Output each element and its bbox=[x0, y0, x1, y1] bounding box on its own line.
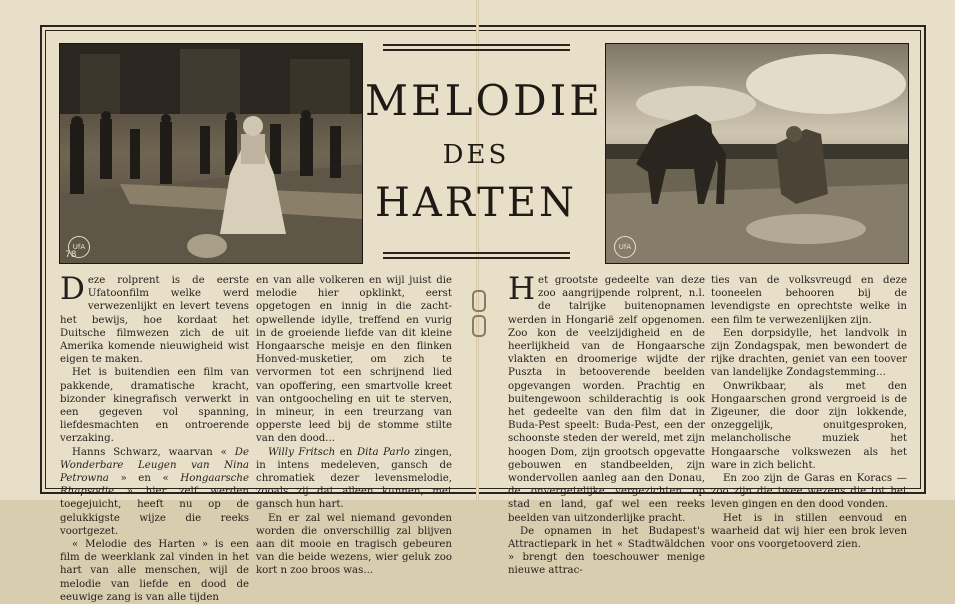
title-harten: HARTEN bbox=[374, 180, 578, 226]
staple-bottom bbox=[472, 315, 486, 337]
paragraph: ties van de volksvreugd en deze tooneelen behooren bij de levendigste en oprechtste welke in een film te verwezenlijken zijn. bbox=[711, 275, 907, 326]
paragraph: en van alle volkeren en wijl juist die melodie hier opklinkt, eerst opgetogen en innig in die zacht-opwellende idylle, treffend en vurig in de groeiende liefde van dit kleine Hongaarsche meisje en den flinken Honved-musketier, om zich te vervormen tot een schrijnend lied van opoffering, een smartvolle kreet van ontgoocheling en uit te sterven, in mineur, in een treurzang van opperste leed bij de stomme stilte van den dood... bbox=[256, 275, 452, 445]
paragraph: En er zal wel niemand gevonden worden die onverschillig zal blijven aan dit mooie en tragisch gebeuren van die beide wezens, wier geluk zoo kort n zoo broos was... bbox=[256, 512, 452, 577]
text-column-1 bbox=[60, 271, 249, 604]
drop-cap: H bbox=[508, 271, 536, 307]
paragraph: Onwrikbaar, als met den Hongaarschen grond vergroeid is de Zigeuner, die door zijn lokkende, onzeggelijk, onuitgesproken, melancholische muziek het Hongaarsche volkswezen als het ware in zich belicht. bbox=[711, 380, 907, 471]
paragraph: De opnamen in het Budapest's Attractiepark in het « Stadtwäldchen » brengt den toeschouwer menige nieuwe attrac- bbox=[508, 525, 705, 577]
title-des: DES bbox=[442, 140, 510, 170]
paragraph: Het is in stillen eenvoud en waarheid dat wij hier een brok leven voor ons voorgetooverd zien. bbox=[711, 512, 907, 551]
text-column-2 bbox=[256, 274, 452, 578]
paragraph: En zoo zijn de Garas en Koracs — zoo zijn die twee wezens die tot het leven gingen en den dood vonden. bbox=[711, 473, 907, 511]
paragraph: Deze rolprent is de eerste Ufatoonfilm welke werd verwezenlijkt en levert tevens het bewijs, hoe kordaat het Duitsche filmwezen zich de uit Amerika komende nieuwigheid wist eigen te maken. bbox=[60, 271, 249, 366]
title-rule-bottom bbox=[383, 252, 570, 254]
booklet-spine bbox=[476, 0, 479, 500]
title-rule-bottom-inner bbox=[383, 257, 570, 259]
title-rule-top bbox=[383, 44, 570, 46]
photo-horse-field bbox=[605, 43, 909, 264]
paragraph: Het is buitendien een film van pakkende, dramatische kracht, bizonder kinegrafisch verwerkt in een gegeven vol spanning, liefdesmachten en ontroerende verzaking. bbox=[60, 367, 249, 445]
paragraph: Een dorpsidylle, het landvolk in zijn Zondagspak, men bewondert de rijke drachten, geniet van een toover van landelijke Zondagstemming... bbox=[711, 327, 907, 379]
paragraph: Hanns Schwarz, waarvan « De Wonderbare Leugen van Nina Petrowna » en « Hongaarsche Rhapsodie » hier zelf werden toegejuicht, heeft nu op de gelukkigste wijze die reeks voortgezet. bbox=[60, 446, 249, 537]
text-column-3 bbox=[508, 271, 705, 578]
horse-field-image bbox=[606, 44, 908, 263]
ufa-logo-icon: UfA bbox=[68, 236, 90, 258]
staple-top bbox=[472, 290, 486, 312]
ufa-logo-icon: UfA bbox=[614, 236, 636, 258]
text-column-4 bbox=[711, 274, 907, 551]
plate-number: 78 bbox=[65, 250, 77, 260]
paragraph: Willy Fritsch en Dita Parlo zingen, in intens medeleven, gansch de chromatiek dezer levensmelodie, zooals zij dat alleen kunnen, met gansch hun hart. bbox=[256, 446, 452, 511]
photo-street-scene bbox=[59, 43, 363, 264]
title-melodie: MELODIE bbox=[365, 76, 603, 125]
street-scene-image bbox=[60, 44, 362, 263]
paragraph: « Melodie des Harten » is een film de weerklank zal vinden in het hart van alle menschen, wijl de melodie van liefde en dood de eeuwige zang is van alle tijden bbox=[60, 539, 249, 603]
drop-cap: D bbox=[60, 271, 85, 307]
title-rule-top-inner bbox=[383, 49, 570, 51]
paragraph: Het grootste gedeelte van deze zoo aangrijpende rolprent, n.l. de talrijke buitenopnamen werden in Hongarië zelf opgenomen. Zoo kon de veelzijdigheid en de heerlijkheid van de Hongaarsche vlakten en droomerige wijdte der Puszta in betooverende beelden opgevangen worden. Prachtig en buitengewoon schilderachtig is ook het gedeelte van den film dat in Buda-Pest speelt: Buda-Pest, een der schoonste steden der wereld, met zijn hoogen Dom, zijn grootsch opgevatte gebouwen en standbeelden, zijn wondervollen aanleg aan den Donau, de onvergetelijke vergezichten op stad en land, gaf wel een reeks beelden van uitzonderlijke pracht. bbox=[508, 271, 705, 524]
